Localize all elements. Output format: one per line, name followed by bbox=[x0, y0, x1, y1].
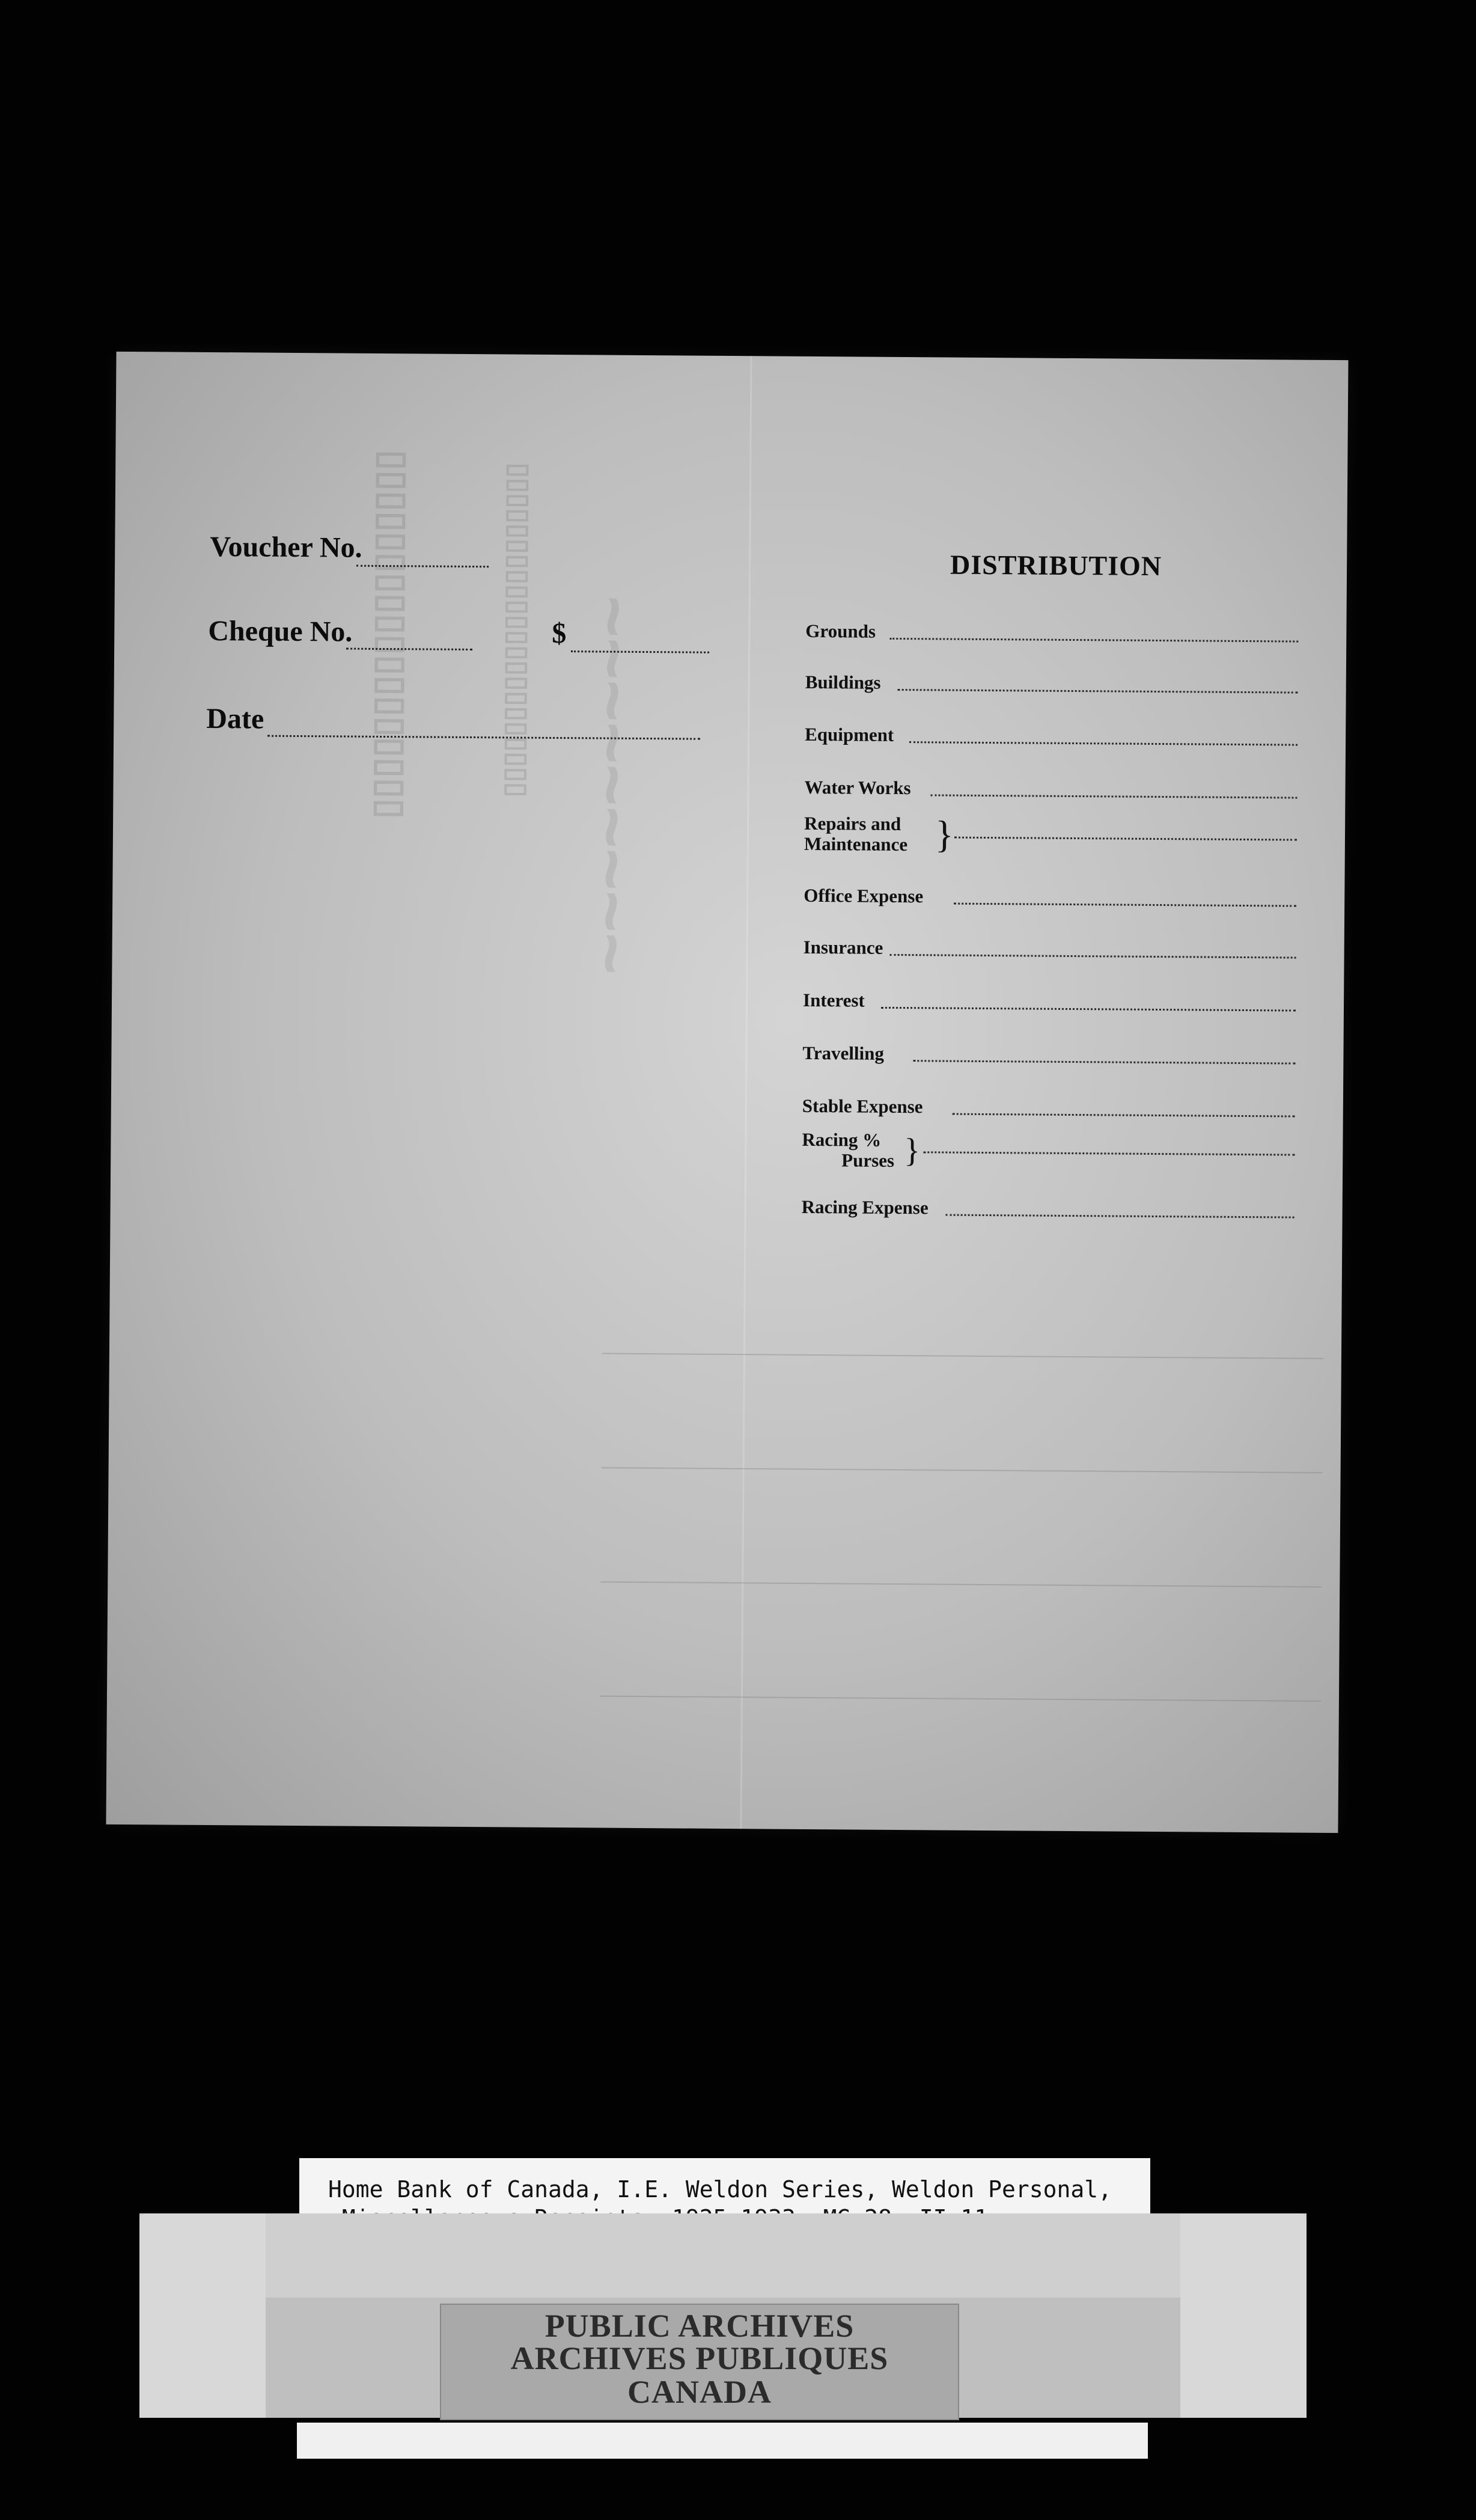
distribution-row-racing-expense bbox=[802, 1185, 1295, 1225]
brace-glyph: } bbox=[935, 813, 954, 856]
bleed-through-text: ▯▯▯▯▯▯▯▯▯▯▯▯▯▯▯▯▯▯ bbox=[370, 449, 415, 819]
distribution-row-insurance bbox=[804, 925, 1296, 965]
fold-crease bbox=[740, 356, 752, 1829]
distribution-row-stable-expense bbox=[802, 1084, 1295, 1124]
row-label: Insurance bbox=[803, 936, 883, 958]
row-entry-line[interactable] bbox=[954, 903, 1296, 907]
row-entry-line[interactable] bbox=[923, 1151, 1295, 1155]
row-entry-line[interactable] bbox=[930, 794, 1297, 798]
box-tab-left bbox=[139, 2213, 266, 2418]
distribution-row-grounds bbox=[805, 609, 1298, 649]
stamp-panel bbox=[440, 2304, 959, 2420]
row-label: Repairs and Maintenance bbox=[804, 812, 908, 855]
bleed-through-signature: ~~~~~~~~~ bbox=[571, 595, 654, 975]
distribution-row-travelling bbox=[802, 1031, 1295, 1071]
row-entry-line[interactable] bbox=[889, 638, 1298, 643]
distribution-title: DISTRIBUTION bbox=[950, 549, 1162, 582]
row-entry-line[interactable] bbox=[909, 741, 1298, 746]
row-entry-line[interactable] bbox=[946, 1214, 1295, 1219]
archives-stamp-box bbox=[139, 2213, 1307, 2418]
distribution-row-equipment bbox=[805, 712, 1298, 752]
row-label: Stable Expense bbox=[802, 1095, 923, 1118]
row-label: Grounds bbox=[805, 620, 876, 642]
caption-strip bbox=[297, 2423, 1148, 2459]
bleed-through-text: ▯▯▯▯▯▯▯▯▯▯▯▯▯▯▯▯▯▯▯▯▯▯ bbox=[502, 462, 536, 798]
brace-glyph: } bbox=[904, 1132, 921, 1170]
distribution-row-office-expense bbox=[804, 873, 1296, 913]
box-tab-right bbox=[1180, 2213, 1307, 2418]
caption-line-1: Home Bank of Canada, I.E. Weldon Series, Weldon Personal, bbox=[328, 2176, 1112, 2203]
row-entry-line[interactable] bbox=[881, 1007, 1296, 1012]
distribution-row-water-works bbox=[804, 765, 1297, 805]
stamp-line-1: PUBLIC ARCHIVES bbox=[544, 2308, 855, 2344]
row-label: Water Works bbox=[804, 776, 911, 799]
cheque-label: Cheque No. bbox=[208, 614, 353, 648]
row-label: Equipment bbox=[805, 723, 894, 745]
stamp-line-2: ARCHIVES PUBLIQUES bbox=[510, 2340, 889, 2376]
distribution-row-interest bbox=[803, 978, 1296, 1018]
row-label: Racing Expense bbox=[801, 1196, 929, 1219]
distribution-row-racing-purses bbox=[802, 1124, 1295, 1187]
dollar-sign: $ bbox=[552, 617, 567, 650]
bleed-through-line bbox=[602, 1467, 1323, 1473]
stamp-line-3: CANADA bbox=[627, 2374, 772, 2410]
bleed-through-line bbox=[602, 1353, 1323, 1359]
distribution-row-buildings bbox=[805, 660, 1298, 700]
row-entry-line[interactable] bbox=[953, 1113, 1295, 1118]
distribution-row-repairs bbox=[804, 809, 1298, 872]
row-entry-line[interactable] bbox=[954, 837, 1297, 841]
row-label: Interest bbox=[802, 989, 865, 1011]
row-label: Buildings bbox=[805, 671, 881, 693]
row-entry-line[interactable] bbox=[898, 689, 1298, 694]
row-label: Travelling bbox=[802, 1042, 885, 1064]
row-entry-line[interactable] bbox=[890, 954, 1296, 959]
voucher-label: Voucher No. bbox=[210, 530, 362, 564]
voucher-form-sheet bbox=[106, 352, 1348, 1833]
bleed-through-line bbox=[600, 1696, 1321, 1702]
row-entry-line[interactable] bbox=[913, 1060, 1295, 1064]
row-label: Racing % Purses bbox=[802, 1128, 895, 1171]
bleed-through-line bbox=[600, 1582, 1322, 1588]
date-label: Date bbox=[206, 702, 264, 735]
row-label: Office Expense bbox=[804, 884, 924, 907]
